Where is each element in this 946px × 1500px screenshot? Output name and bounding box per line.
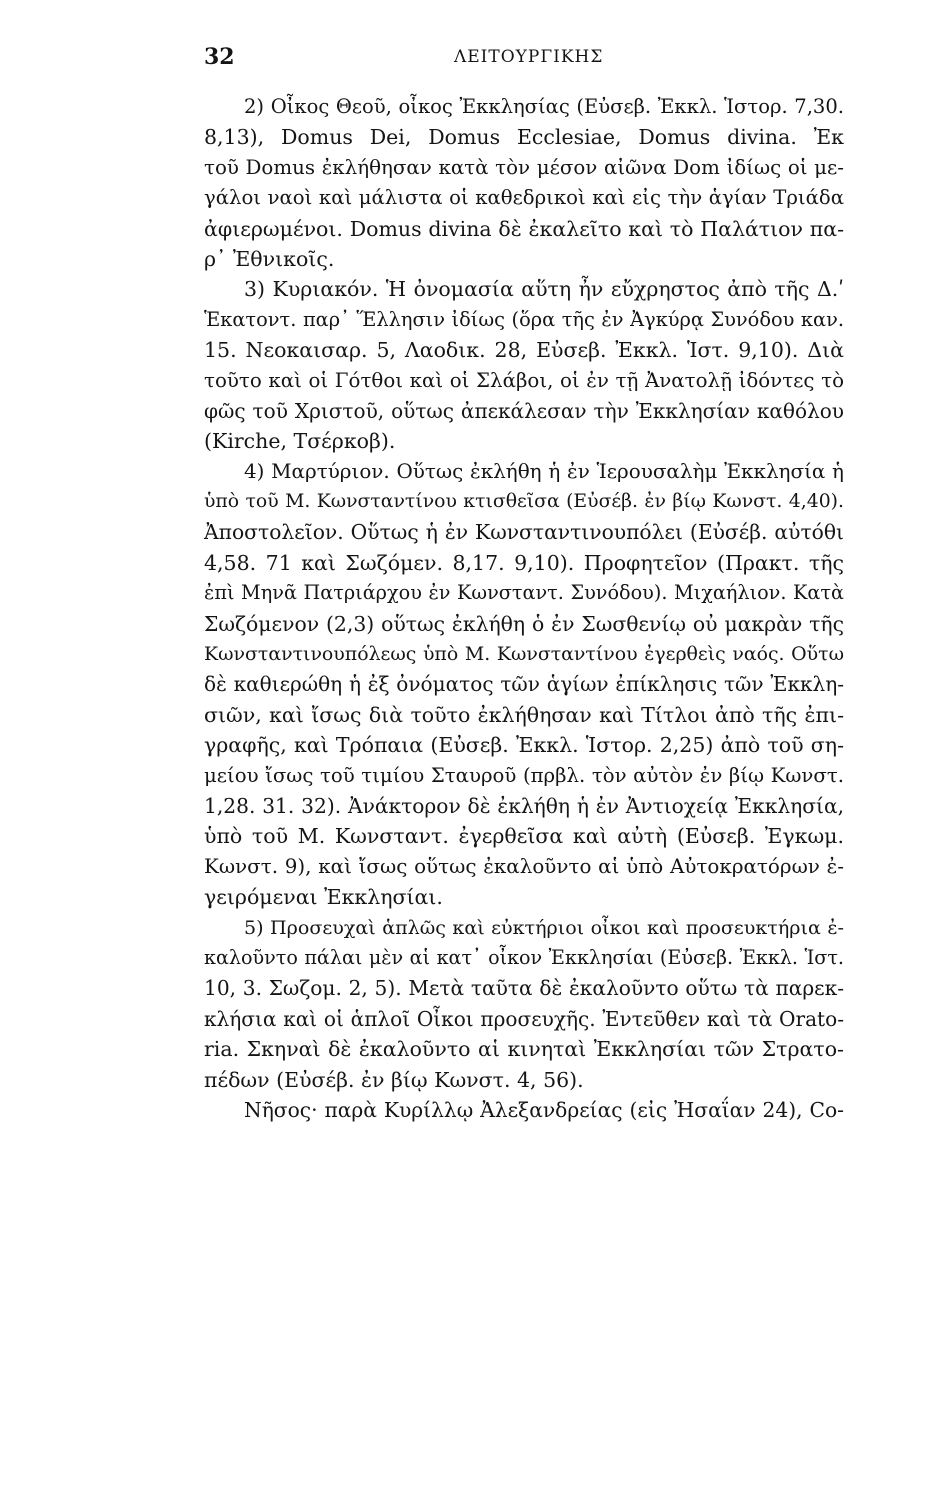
text-line: (Kirche, Τσέρκοβ). [204, 429, 396, 454]
text-line: Ἀποστολεῖον. Οὕτως ἡ ἐν Κωνσταντινουπόλει (Εὐσέβ. αὐτόθι [204, 520, 844, 545]
text-line: 3) Κυριακόν. Ἡ ὀνομασία αὕτη ἦν εὔχρηστος ἀπὸ τῆς Δ.ʹ [244, 277, 844, 302]
text-line: 10, 3. Σωζομ. 2, 5). Μετὰ ταῦτα δὲ ἐκαλοῦντο οὕτω τὰ παρεκ- [204, 976, 844, 1001]
text-line: 4) Μαρτύριον. Οὕτως ἐκλήθη ἡ ἐν Ἱερουσαλὴμ Ἐκκλησία ἡ [244, 459, 844, 483]
text-line: ὑπὸ τοῦ Μ. Κωνσταντ. ἐγερθεῖσα καὶ αὐτὴ (Εὐσεβ. Ἐγκωμ. [204, 824, 844, 849]
text-line: Νῆσος· παρὰ Κυρίλλῳ Ἀλεξανδρείας (εἰς Ἠσαΐαν 24), Co- [244, 1097, 844, 1122]
text-line: γάλοι ναοὶ καὶ μάλιστα οἱ καθεδρικοὶ καὶ εἰς τὴν ἁγίαν Τριάδα [204, 186, 844, 210]
text-line: τοῦ Domus ἐκλήθησαν κατὰ τὸν μέσον αἰῶνα Dom ἰδίως οἱ με- [204, 155, 844, 179]
text-line: ἐπὶ Μηνᾶ Πατριάρχου ἐν Κωνσταντ. Συνόδου). Μιχαήλιον. Κατὰ [204, 581, 844, 605]
text-line: γραφῆς, καὶ Τρόπαια (Εὐσεβ. Ἐκκλ. Ἱστορ. 2,25) ἀπὸ τοῦ ση- [204, 733, 844, 758]
text-line: ρ᾽ Ἐθνικοῖς. [204, 246, 335, 271]
text-line: Σωζόμενον (2,3) οὕτως ἐκλήθη ὁ ἐν Σωσθενίῳ οὐ μακρὰν τῆς [204, 611, 844, 636]
text-line: κλήσια καὶ οἱ ἁπλοῖ Οἶκοι προσευχῆς. Ἐντεῦθεν καὶ τὰ Orato- [204, 1006, 844, 1031]
running-header [204, 44, 844, 76]
text-line: ria. Σκηναὶ δὲ ἐκαλοῦντο αἱ κινηταὶ Ἐκκλησίαι τῶν Στρατο- [204, 1037, 844, 1062]
text-line: Κωνσταντινουπόλεως ὑπὸ Μ. Κωνσταντίνου ἐγερθεὶς ναός. Οὕτω [204, 643, 844, 666]
text-line: τοῦτο καὶ οἱ Γότθοι καὶ οἱ Σλάβοι, οἱ ἐν τῇ Ἀνατολῇ ἰδόντες τὸ [204, 368, 844, 392]
text-line: ὑπὸ τοῦ Μ. Κωνσταντίνου κτισθεῖσα (Εὐσέβ. ἐν βίῳ Κωνστ. 4,40). [204, 491, 844, 513]
text-line: 8,13), Domus Dei, Domus Ecclesiae, Domus divina. Ἐκ [204, 125, 844, 150]
text-line: Κωνστ. 9), καὶ ἴσως οὕτως ἐκαλοῦντο αἱ ὑπὸ Αὐτοκρατόρων ἐ- [204, 854, 844, 878]
text-line: 4,58. 71 καὶ Σωζόμεν. 8,17. 9,10). Προφητεῖον (Πρακτ. τῆς [204, 550, 844, 575]
text-line: 15. Νεοκαισαρ. 5, Λαοδικ. 28, Εὐσεβ. Ἐκκλ. Ἱστ. 9,10). Διὰ [204, 338, 844, 363]
text-line: σιῶν, καὶ ἴσως διὰ τοῦτο ἐκλήθησαν καὶ Τίτλοι ἀπὸ τῆς ἐπι- [204, 702, 844, 727]
text-line: Ἑκατοντ. παρ᾽ Ἕλλησιν ἰδίως (ὅρα τῆς ἐν Ἀγκύρᾳ Συνόδου καν. [204, 307, 844, 331]
text-line: καλοῦντο πάλαι μὲν αἱ κατ᾽ οἶκον Ἐκκλησίαι (Εὐσεβ. Ἐκκλ. Ἱστ. [204, 945, 844, 969]
text-line: φῶς τοῦ Χριστοῦ, οὕτως ἀπεκάλεσαν τὴν Ἐκκλησίαν καθόλου [204, 398, 844, 423]
text-line: μείου ἴσως τοῦ τιμίου Σταυροῦ (πρβλ. τὸν αὐτὸν ἐν βίῳ Κωνστ. [204, 763, 844, 787]
page-number: 32 [204, 44, 235, 70]
body-text [204, 92, 844, 1125]
running-title: ΛΕΙΤΟΥΡΓΙΚΗΣ [454, 47, 604, 67]
text-line: πέδων (Εὐσέβ. ἐν βίῳ Κωνστ. 4, 56). [204, 1067, 584, 1092]
text-line: ἀφιερωμένοι. Domus divina δὲ ἐκαλεῖτο καὶ τὸ Παλάτιον πα- [204, 216, 844, 241]
text-line: γειρόμεναι Ἐκκλησίαι. [204, 885, 443, 910]
text-line: 1,28. 31. 32). Ἀνάκτορον δὲ ἐκλήθη ἡ ἐν Ἀντιοχείᾳ Ἐκκλησία, [204, 793, 844, 818]
text-line: δὲ καθιερώθη ἡ ἐξ ὀνόματος τῶν ἁγίων ἐπίκλησις τῶν Ἐκκλη- [204, 672, 844, 697]
text-line: 5) Προσευχαὶ ἁπλῶς καὶ εὐκτήριοι οἶκοι καὶ προσευκτήρια ἐ- [244, 916, 844, 939]
text-line: 2) Οἶκος Θεοῦ, οἶκος Ἐκκλησίας (Εὐσεβ. Ἐκκλ. Ἱστορ. 7,30. [244, 95, 844, 118]
